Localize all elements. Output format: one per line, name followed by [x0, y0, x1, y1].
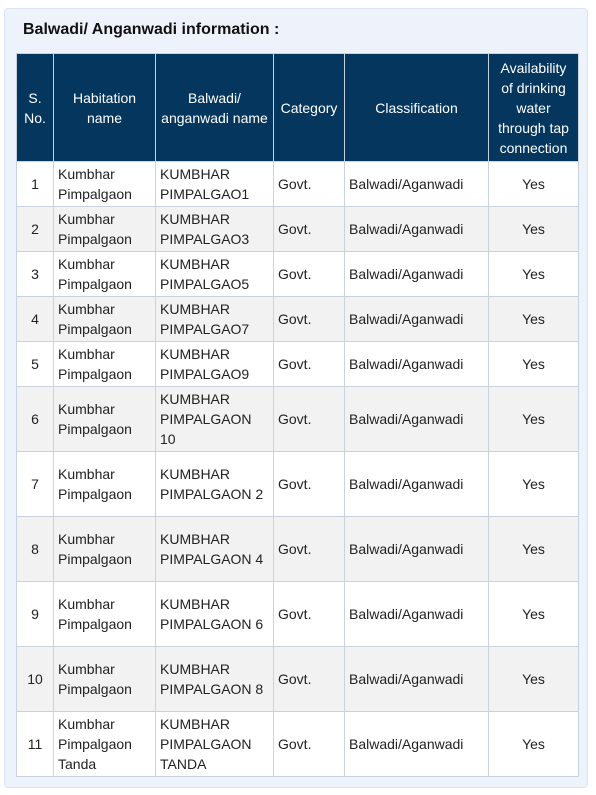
- header-habitation-name: Habitation name: [54, 54, 156, 162]
- cell-category: Govt.: [274, 452, 345, 517]
- cell-classification: Balwadi/Aganwadi: [345, 162, 489, 207]
- cell-drinking-water: Yes: [489, 252, 579, 297]
- cell-habitation-name: Kumbhar Pimpalgaon: [54, 297, 156, 342]
- table-row: [17, 452, 579, 517]
- table-row: [17, 342, 579, 387]
- cell-habitation-name: Kumbhar Pimpalgaon: [54, 252, 156, 297]
- cell-category: Govt.: [274, 252, 345, 297]
- table-row: [17, 387, 579, 452]
- cell-sno: 2: [17, 207, 54, 252]
- cell-drinking-water: Yes: [489, 582, 579, 647]
- cell-classification: Balwadi/Aganwadi: [345, 387, 489, 452]
- cell-balwadi-name: KUMBHAR PIMPALGAON 10: [156, 387, 274, 452]
- cell-drinking-water: Yes: [489, 712, 579, 777]
- cell-habitation-name: Kumbhar Pimpalgaon: [54, 342, 156, 387]
- cell-sno: 8: [17, 517, 54, 582]
- cell-habitation-name: Kumbhar Pimpalgaon Tanda: [54, 712, 156, 777]
- cell-balwadi-name: KUMBHAR PIMPALGAO7: [156, 297, 274, 342]
- cell-classification: Balwadi/Aganwadi: [345, 452, 489, 517]
- cell-category: Govt.: [274, 712, 345, 777]
- cell-classification: Balwadi/Aganwadi: [345, 207, 489, 252]
- cell-habitation-name: Kumbhar Pimpalgaon: [54, 517, 156, 582]
- cell-drinking-water: Yes: [489, 387, 579, 452]
- cell-classification: Balwadi/Aganwadi: [345, 342, 489, 387]
- cell-drinking-water: Yes: [489, 297, 579, 342]
- cell-drinking-water: Yes: [489, 207, 579, 252]
- cell-sno: 3: [17, 252, 54, 297]
- cell-category: Govt.: [274, 582, 345, 647]
- cell-drinking-water: Yes: [489, 517, 579, 582]
- table-row: [17, 647, 579, 712]
- cell-classification: Balwadi/Aganwadi: [345, 252, 489, 297]
- cell-classification: Balwadi/Aganwadi: [345, 647, 489, 712]
- cell-classification: Balwadi/Aganwadi: [345, 712, 489, 777]
- cell-balwadi-name: KUMBHAR PIMPALGAO3: [156, 207, 274, 252]
- cell-balwadi-name: KUMBHAR PIMPALGAO9: [156, 342, 274, 387]
- cell-category: Govt.: [274, 647, 345, 712]
- table-header-row: [17, 54, 579, 162]
- panel-title: Balwadi/ Anganwadi information :: [23, 21, 280, 38]
- cell-category: Govt.: [274, 297, 345, 342]
- cell-sno: 4: [17, 297, 54, 342]
- header-classification: Classification: [345, 54, 489, 162]
- cell-sno: 10: [17, 647, 54, 712]
- cell-habitation-name: Kumbhar Pimpalgaon: [54, 647, 156, 712]
- cell-classification: Balwadi/Aganwadi: [345, 582, 489, 647]
- cell-sno: 1: [17, 162, 54, 207]
- cell-balwadi-name: KUMBHAR PIMPALGAO5: [156, 252, 274, 297]
- table-row: [17, 297, 579, 342]
- cell-drinking-water: Yes: [489, 162, 579, 207]
- cell-sno: 7: [17, 452, 54, 517]
- cell-habitation-name: Kumbhar Pimpalgaon: [54, 162, 156, 207]
- cell-classification: Balwadi/Aganwadi: [345, 517, 489, 582]
- table-row: [17, 252, 579, 297]
- cell-balwadi-name: KUMBHAR PIMPALGAON 2: [156, 452, 274, 517]
- cell-balwadi-name: KUMBHAR PIMPALGAON 4: [156, 517, 274, 582]
- table-row: [17, 582, 579, 647]
- table-row: [17, 517, 579, 582]
- cell-drinking-water: Yes: [489, 647, 579, 712]
- cell-balwadi-name: KUMBHAR PIMPALGAON 8: [156, 647, 274, 712]
- cell-habitation-name: Kumbhar Pimpalgaon: [54, 452, 156, 517]
- cell-category: Govt.: [274, 387, 345, 452]
- cell-balwadi-name: KUMBHAR PIMPALGAON TANDA: [156, 712, 274, 777]
- header-category: Category: [274, 54, 345, 162]
- table-row: [17, 207, 579, 252]
- cell-drinking-water: Yes: [489, 452, 579, 517]
- cell-category: Govt.: [274, 517, 345, 582]
- cell-classification: Balwadi/Aganwadi: [345, 297, 489, 342]
- cell-category: Govt.: [274, 207, 345, 252]
- cell-habitation-name: Kumbhar Pimpalgaon: [54, 582, 156, 647]
- cell-habitation-name: Kumbhar Pimpalgaon: [54, 207, 156, 252]
- header-sno: S. No.: [17, 54, 54, 162]
- cell-drinking-water: Yes: [489, 342, 579, 387]
- cell-balwadi-name: KUMBHAR PIMPALGAON 6: [156, 582, 274, 647]
- balwadi-table: [16, 53, 579, 777]
- header-drinking-water: Availability of drinking water through tap connection: [489, 54, 579, 162]
- cell-habitation-name: Kumbhar Pimpalgaon: [54, 387, 156, 452]
- cell-sno: 6: [17, 387, 54, 452]
- cell-sno: 11: [17, 712, 54, 777]
- cell-sno: 9: [17, 582, 54, 647]
- header-balwadi-name: Balwadi/ anganwadi name: [156, 54, 274, 162]
- balwadi-info-panel: [4, 8, 588, 788]
- table-row: [17, 162, 579, 207]
- cell-sno: 5: [17, 342, 54, 387]
- cell-balwadi-name: KUMBHAR PIMPALGAO1: [156, 162, 274, 207]
- cell-category: Govt.: [274, 342, 345, 387]
- cell-category: Govt.: [274, 162, 345, 207]
- table-row: [17, 712, 579, 777]
